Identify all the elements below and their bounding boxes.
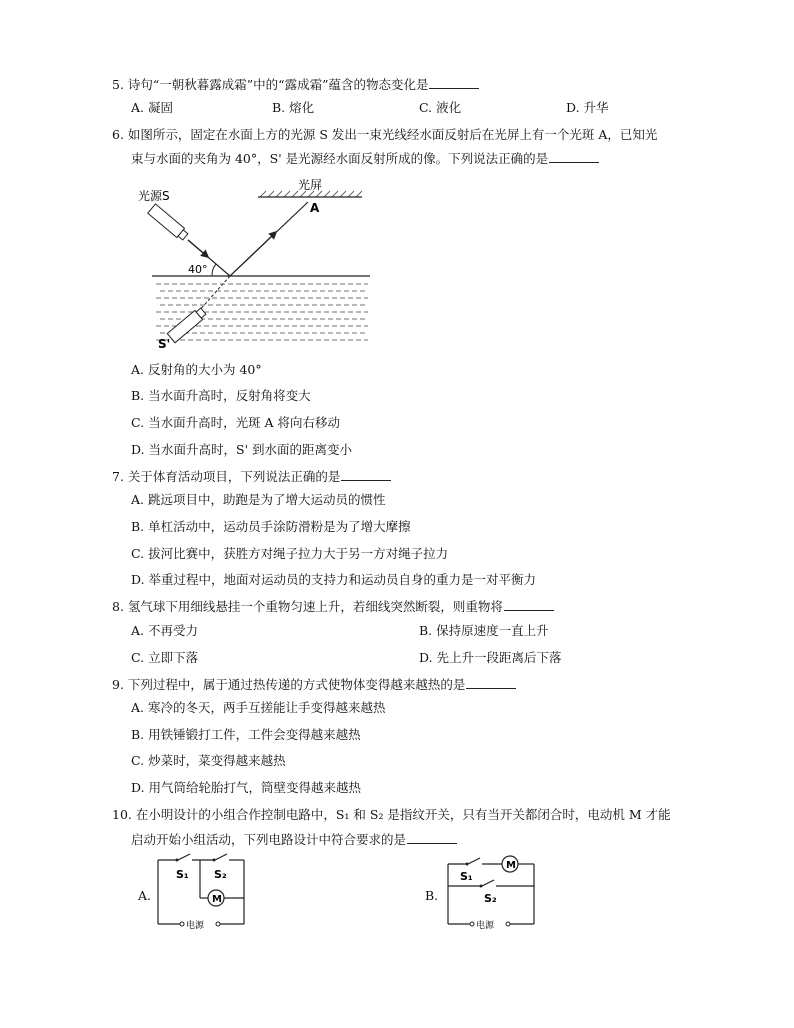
question-6-option-b: B. 当水面升高时，反射角将变大	[131, 388, 311, 403]
question-9-option-a: A. 寒冷的冬天，两手互搓能让手变得越来越热	[131, 700, 386, 715]
circuit-a-source-label: 电源	[186, 921, 205, 931]
circuit-b-s1-label: S₁	[460, 870, 473, 883]
answer-blank	[549, 150, 599, 163]
question-6-option-a: A. 反射角的大小为 40°	[131, 362, 262, 377]
circuit-b-source-label: 电源	[476, 921, 495, 931]
question-9-option-b: B. 用铁锤锻打工件，工件会变得越来越热	[131, 727, 361, 742]
reflection-diagram	[130, 172, 380, 352]
circuit-a-motor-label: M	[212, 894, 222, 905]
question-8-option-b: B. 保持原速度一直上升	[419, 623, 549, 638]
spot-label: A	[310, 201, 320, 215]
question-9-option-d: D. 用气筒给轮胎打气，筒壁变得越来越热	[131, 780, 362, 795]
question-6-stem-line-2: 束与水面的夹角为 40°，S' 是光源经水面反射所成的像。下列说法正确的是	[131, 150, 599, 167]
question-10-stem-line-2: 启动开始小组活动，下列电路设计中符合要求的是	[131, 831, 457, 848]
question-7-option-c: C. 拔河比赛中，获胜方对绳子拉力大于另一方对绳子拉力	[131, 546, 449, 561]
question-7-option-d: D. 举重过程中，地面对运动员的支持力和运动员自身的重力是一对平衡力	[131, 572, 537, 587]
circuit-b-s2-label: S₂	[484, 892, 497, 905]
answer-blank	[341, 468, 391, 481]
answer-blank	[466, 676, 516, 689]
question-7-option-a: A. 跳远项目中，助跑是为了增大运动员的惯性	[131, 492, 386, 507]
circuit-a-s1-label: S₁	[176, 868, 189, 881]
question-10-stem-line-1: 10. 在小明设计的小组合作控制电路中，S₁ 和 S₂ 是指纹开关，只有当开关都闭合时，电动机 M 才能	[112, 807, 671, 822]
answer-blank	[429, 76, 479, 89]
question-7-option-b: B. 单杠活动中，运动员手涂防滑粉是为了增大摩擦	[131, 519, 411, 534]
angle-label: 40°	[188, 263, 208, 276]
question-8-option-a: A. 不再受力	[131, 623, 198, 638]
question-5-stem: 5. 诗句“一朝秋暮露成霜”中的“露成霜”蕴含的物态变化是	[112, 76, 479, 93]
circuit-b-diagram	[440, 852, 548, 934]
circuit-b-label: B.	[425, 888, 439, 903]
image-label: S'	[158, 337, 171, 351]
question-9-option-c: C. 炒菜时，菜变得越来越热	[131, 753, 286, 768]
question-5-option-b: B. 熔化	[272, 100, 315, 115]
answer-blank	[504, 598, 554, 611]
question-5-option-c: C. 液化	[419, 100, 462, 115]
circuit-a-label: A.	[138, 888, 152, 903]
answer-blank	[407, 831, 457, 844]
question-6-option-c: C. 当水面升高时，光斑 A 将向右移动	[131, 415, 341, 430]
question-6-stem-line-1: 6. 如图所示，固定在水面上方的光源 S 发出一束光线经水面反射后在光屏上有一个光斑 A，已知光	[112, 127, 658, 142]
question-8-option-d: D. 先上升一段距离后下落	[419, 650, 562, 665]
circuit-a-diagram	[152, 852, 260, 934]
question-5-option-a: A. 凝固	[131, 100, 173, 115]
light-source-icon	[148, 204, 189, 241]
circuit-a-s2-label: S₂	[214, 868, 227, 881]
question-5-option-d: D. 升华	[566, 100, 609, 115]
circuit-b-motor-label: M	[506, 860, 516, 871]
question-6-option-d: D. 当水面升高时，S' 到水面的距离变小	[131, 442, 352, 457]
question-9-stem: 9. 下列过程中，属于通过热传递的方式使物体变得越来越热的是	[112, 676, 516, 693]
question-8-stem: 8. 氢气球下用细线悬挂一个重物匀速上升，若细线突然断裂，则重物将	[112, 598, 554, 615]
screen-label: 光屏	[298, 178, 323, 192]
light-source-label: 光源S	[138, 189, 170, 203]
question-8-option-c: C. 立即下落	[131, 650, 199, 665]
question-7-stem: 7. 关于体育活动项目，下列说法正确的是	[112, 468, 391, 485]
